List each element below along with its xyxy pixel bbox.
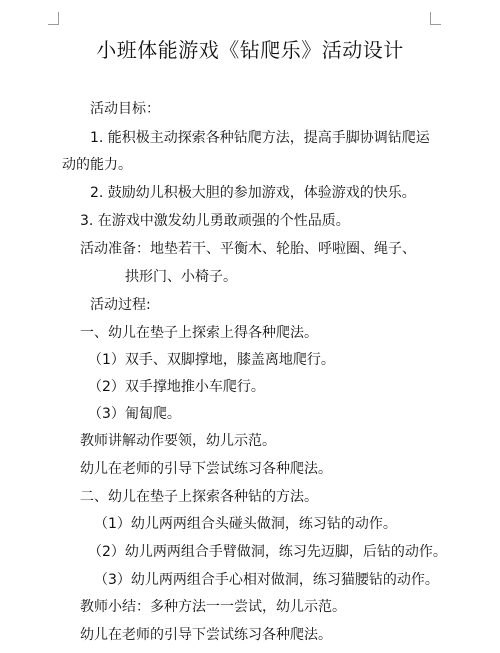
page-corner-mark-left [48, 12, 59, 25]
step-1-item-2: （2）双手撑地推小车爬行。 [88, 379, 265, 395]
preparation-line-1: 活动准备：地垫若干、平衡木、轮胎、呼啦圈、绳子、 [80, 241, 416, 257]
step-2-item-2: （2）幼儿两两组合手臂做洞，练习先迈脚，后钻的动作。 [88, 544, 447, 560]
step-2-item-3: （3）幼儿两两组合手心相对做洞，练习猫腰钻的动作。 [94, 572, 439, 588]
step-2-item-1: （1）幼儿两两组合头碰头做洞，练习钻的动作。 [94, 516, 397, 532]
step-2-heading: 二、幼儿在垫子上探索各种钻的方法。 [80, 489, 318, 505]
process-heading: 活动过程: [90, 297, 151, 313]
goal-1-line-2: 动的能力。 [62, 157, 132, 173]
practice-note-1: 幼儿在老师的引导下尝试练习各种爬法。 [80, 461, 332, 477]
goal-2: 2. 鼓励幼儿积极大胆的参加游戏，体验游戏的快乐。 [90, 185, 416, 201]
page-corner-mark-right [430, 12, 441, 25]
practice-note-2: 幼儿在老师的引导下尝试练习各种爬法。 [80, 627, 332, 643]
teacher-demo-note: 教师讲解动作要领，幼儿示范。 [80, 433, 276, 449]
document-title: 小班体能游戏《钻爬乐》活动设计 [96, 38, 404, 62]
teacher-summary: 教师小结：多种方法一一尝试，幼儿示范。 [80, 599, 346, 615]
preparation-line-2: 拱形门、小椅子。 [125, 269, 237, 285]
step-1-item-3: （3）匍匐爬。 [88, 406, 181, 422]
goal-1-line-1: 1. 能积极主动探索各种钻爬方法，提高手脚协调钻爬运 [90, 130, 430, 146]
step-1-item-1: （1）双手、双脚撑地，膝盖离地爬行。 [88, 352, 335, 368]
goal-3: 3. 在游戏中激发幼儿勇敢顽强的个性品质。 [80, 213, 350, 229]
goals-heading: 活动目标： [90, 101, 160, 117]
step-1-heading: 一、幼儿在垫子上探索上得各种爬法。 [80, 325, 318, 341]
